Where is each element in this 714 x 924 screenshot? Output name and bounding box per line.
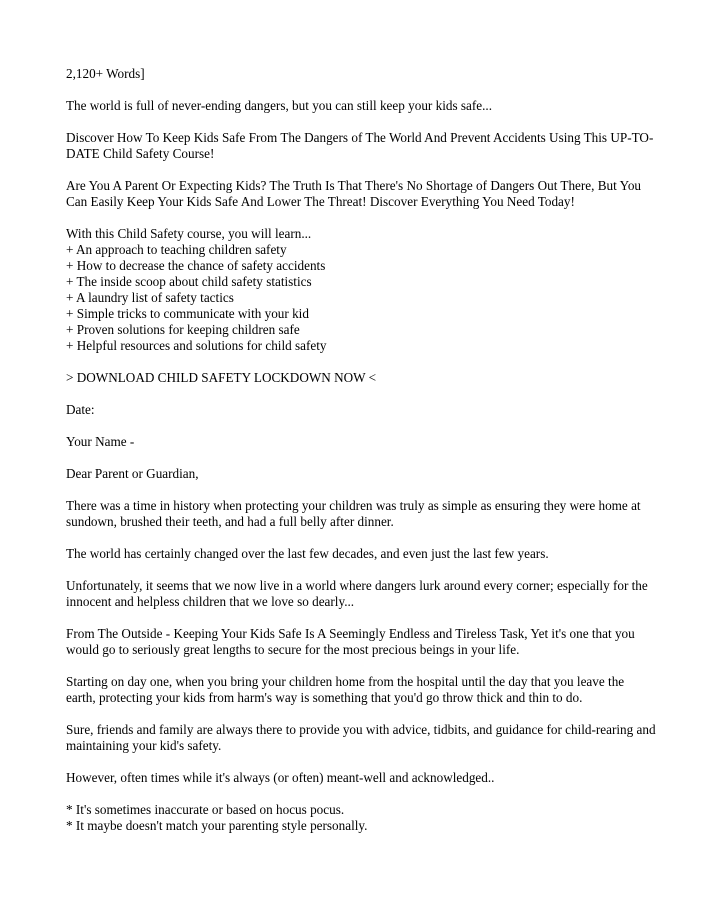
your-name-label: Your Name - bbox=[66, 434, 135, 449]
however-paragraph: However, often times while it's always (or often) meant-well and acknowledged.. bbox=[66, 770, 495, 785]
list-item: + The inside scoop about child safety statistics bbox=[66, 274, 312, 289]
list-item: + Simple tricks to communicate with your kid bbox=[66, 306, 309, 321]
list-item: + Proven solutions for keeping children safe bbox=[66, 322, 300, 337]
download-cta: > DOWNLOAD CHILD SAFETY LOCKDOWN NOW < bbox=[66, 370, 377, 385]
list-item: + An approach to teaching children safety bbox=[66, 242, 287, 257]
list-item: + How to decrease the chance of safety accidents bbox=[66, 258, 326, 273]
word-count-line: 2,120+ Words] bbox=[66, 66, 145, 81]
date-label: Date: bbox=[66, 402, 95, 417]
list-item: * It maybe doesn't match your parenting style personally. bbox=[66, 818, 368, 833]
intro-paragraph: The world is full of never-ending dangers, but you can still keep your kids safe... bbox=[66, 98, 493, 113]
day-one-paragraph: Starting on day one, when you bring your children home from the hospital until the day that you leave the earth, protecting your kids from harm's way is something that you'd go throw thick and thin to do. bbox=[66, 674, 625, 705]
changed-paragraph: The world has certainly changed over the last few decades, and even just the last few years. bbox=[66, 546, 549, 561]
discover-paragraph: Discover How To Keep Kids Safe From The Dangers of The World And Prevent Accidents Using This UP-TO-DATE Child Safety Course! bbox=[66, 130, 654, 161]
list-item: * It's sometimes inaccurate or based on hocus pocus. bbox=[66, 802, 345, 817]
question-paragraph: Are You A Parent Or Expecting Kids? The Truth Is That There's No Shortage of Dangers Out There, But You Can Easily Keep Your Kids Safe And Lower The Threat! Discover Everything You Need Today! bbox=[66, 178, 642, 209]
friends-paragraph: Sure, friends and family are always there to provide you with advice, tidbits, and guidance for child-rearing and maintaining your kid's safety. bbox=[66, 722, 656, 753]
document-body bbox=[66, 66, 656, 850]
unfortunately-paragraph: Unfortunately, it seems that we now live in a world where dangers lurk around every corner; especially for the innocent and helpless children that we love so dearly... bbox=[66, 578, 648, 609]
bullet-list bbox=[66, 802, 656, 834]
learn-intro: With this Child Safety course, you will learn... bbox=[66, 226, 312, 241]
list-item: + Helpful resources and solutions for child safety bbox=[66, 338, 327, 353]
outside-paragraph: From The Outside - Keeping Your Kids Safe Is A Seemingly Endless and Tireless Task, Yet it's one that you would go to seriously great lengths to secure for the most precious beings in your life. bbox=[66, 626, 635, 657]
list-item: + A laundry list of safety tactics bbox=[66, 290, 234, 305]
history-paragraph: There was a time in history when protecting your children was truly as simple as ensuring they were home at sundown, brushed their teeth, and had a full belly after dinner. bbox=[66, 498, 641, 529]
learn-list bbox=[66, 242, 656, 354]
salutation: Dear Parent or Guardian, bbox=[66, 466, 199, 481]
